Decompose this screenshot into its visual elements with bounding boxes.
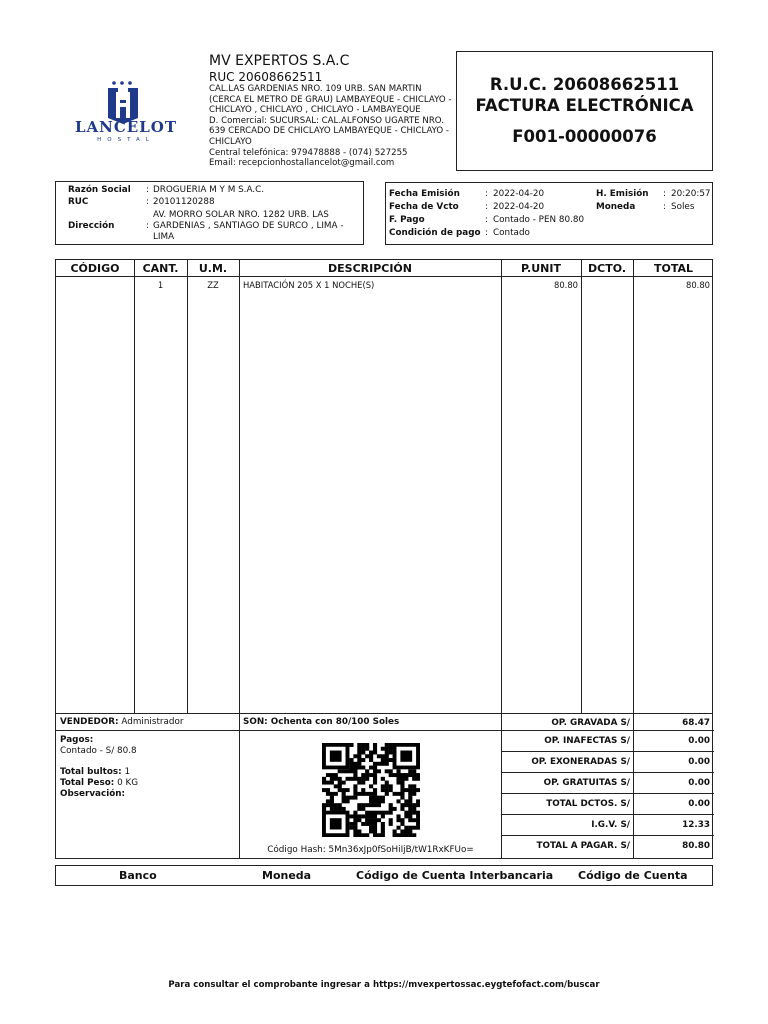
column-divider [581, 260, 582, 713]
invoice-info-box [385, 182, 713, 245]
total-value-gravada: 68.47 [682, 718, 710, 728]
company-email: Email: recepcionhostallancelot@gmail.com [209, 158, 395, 169]
column-divider [239, 260, 240, 713]
crown-icon [112, 81, 132, 85]
pagos-label: Pagos: [60, 735, 94, 745]
header-punit: P.UNIT [521, 262, 561, 275]
sep: : [663, 202, 666, 212]
items-table [55, 259, 713, 714]
bultos [60, 767, 130, 778]
fpago-label: F. Pago [389, 215, 425, 225]
document-id-box [456, 51, 713, 171]
hemision-value: 20:20:57 [671, 189, 711, 199]
razon-label: Razón Social [68, 185, 131, 195]
direccion-line-1: AV. MORRO SOLAR NRO. 1282 URB. LAS [153, 210, 329, 220]
bank-col-moneda: Moneda [262, 869, 312, 882]
logo-text: LANCELOT [74, 118, 178, 136]
vendedor-label: VENDEDOR: [60, 717, 119, 727]
consult-note: Para consultar el comprobante ingresar a https://mvexpertossac.eygtefofact.com/buscar [168, 980, 600, 990]
header-codigo: CÓDIGO [70, 262, 120, 275]
document-number: F001-00000076 [512, 127, 657, 146]
header-total: TOTAL [653, 262, 694, 275]
bank-col-cuenta: Código de Cuenta [578, 869, 688, 882]
pagos-value: Contado - S/ 80.8 [60, 746, 137, 756]
sep: : [485, 202, 488, 212]
company-ruc: RUC 20608662511 [209, 70, 323, 84]
bank-col-cci: Código de Cuenta Interbancaria [356, 869, 554, 882]
sep: : [485, 189, 488, 199]
total-label-dctos: TOTAL DCTOS. S/ [546, 799, 630, 809]
hostal-logo [56, 70, 196, 150]
sep: : [485, 215, 488, 225]
document-type: FACTURA ELECTRÓNICA [475, 96, 694, 115]
peso [60, 778, 138, 789]
row-total: 80.80 [686, 280, 710, 290]
condicion-label: Condición de pago [389, 228, 481, 238]
total-label-gratuitas: OP. GRATUITAS S/ [543, 778, 630, 788]
sep: : [146, 197, 149, 207]
vcto-value: 2022-04-20 [493, 202, 545, 212]
peso-label: Total Peso: [60, 778, 115, 788]
observacion-label: Observación: [60, 789, 126, 799]
company-address-2: (CERCA EL METRO DE GRAU) LAMBAYEQUE - CHICLAYO - [209, 94, 452, 105]
ruc-value: 20101120288 [153, 197, 215, 207]
amount-in-words: SON: Ochenta con 80/100 Soles [243, 717, 400, 727]
client-info-box [55, 181, 364, 245]
total-label-exoneradas: OP. EXONERADAS S/ [531, 757, 630, 767]
bank-accounts-header [55, 865, 713, 886]
sep: : [146, 185, 149, 195]
header-cant: CANT. [142, 262, 179, 275]
company-info [209, 53, 454, 169]
company-name: MV EXPERTOS S.A.C [209, 53, 350, 69]
total-label-gravada: OP. GRAVADA S/ [551, 718, 630, 728]
total-value-gratuitas: 0.00 [688, 778, 710, 788]
divider [239, 714, 240, 859]
company-commercial-3: CHICLAYO [209, 136, 252, 147]
razon-value: DROGUERIA M Y M S.A.C. [153, 185, 265, 195]
company-address-3: CHICLAYO , CHICLAYO , CHICLAYO - LAMBAYEQUE [209, 105, 421, 116]
company-address-1: CAL.LAS GARDENIAS NRO. 109 URB. SAN MARTIN [209, 84, 422, 94]
sep: : [663, 189, 666, 199]
total-value-pagar: 80.80 [682, 841, 710, 851]
condicion-value: Contado [493, 228, 530, 238]
total-label-igv: I.G.V. S/ [591, 820, 630, 830]
logo-subtext: HOSTAL [97, 137, 155, 143]
emision-label: Fecha Emisión [389, 189, 460, 199]
total-value-inafectas: 0.00 [688, 736, 710, 746]
document-ruc: R.U.C. 20608662511 [489, 75, 680, 94]
column-divider [633, 260, 634, 713]
divider [56, 730, 502, 731]
moneda-label: Moneda [596, 202, 636, 212]
sep: : [485, 228, 488, 238]
sep: : [146, 221, 149, 231]
row-punit: 80.80 [554, 280, 578, 290]
header-descripcion: DESCRIPCIÓN [328, 262, 412, 275]
divider [633, 714, 634, 859]
summary-section [55, 714, 713, 859]
row-descripcion: HABITACIÓN 205 X 1 NOCHE(S) [243, 280, 375, 290]
column-divider [134, 260, 135, 713]
header-dcto: DCTO. [588, 262, 626, 275]
company-phone: Central telefónica: 979478888 - (074) 527255 [209, 147, 408, 158]
company-commercial-1: D. Comercial: SUCURSAL: CAL.ALFONSO UGARTE NRO. [209, 115, 444, 126]
moneda-value: Soles [671, 202, 695, 212]
emision-value: 2022-04-20 [493, 189, 545, 199]
bultos-label: Total bultos: [60, 767, 122, 777]
direccion-line-2: GARDENIAS , SANTIAGO DE SURCO , LIMA - [153, 221, 344, 231]
bultos-value: 1 [124, 767, 131, 777]
bank-col-banco: Banco [119, 869, 157, 882]
hash-code: Código Hash: 5Mn36xJp0fSoHiIjB/tW1RxKFUo= [267, 845, 474, 855]
row-cant: 1 [157, 280, 164, 290]
column-divider [187, 260, 188, 713]
direccion-line-3: LIMA [153, 232, 175, 242]
row-um: ZZ [207, 280, 219, 290]
total-value-exoneradas: 0.00 [688, 757, 710, 767]
vendedor [60, 717, 183, 728]
peso-value: 0 KG [117, 778, 139, 788]
header-um: U.M. [198, 262, 228, 275]
qr-code [322, 743, 420, 837]
column-divider [501, 260, 502, 713]
direccion-label: Dirección [68, 221, 115, 231]
vcto-label: Fecha de Vcto [389, 202, 459, 212]
total-label-inafectas: OP. INAFECTAS S/ [544, 736, 630, 746]
fpago-value: Contado - PEN 80.80 [493, 215, 585, 225]
hemision-label: H. Emisión [596, 189, 649, 199]
total-value-igv: 12.33 [682, 820, 710, 830]
company-commercial-2: 639 CERCADO DE CHICLAYO LAMBAYEQUE - CHICLAYO - [209, 126, 450, 137]
total-value-dctos: 0.00 [688, 799, 710, 809]
ruc-label: RUC [68, 197, 89, 207]
total-label-pagar: TOTAL A PAGAR. S/ [536, 841, 630, 851]
vendedor-value: Administrador [121, 717, 184, 727]
